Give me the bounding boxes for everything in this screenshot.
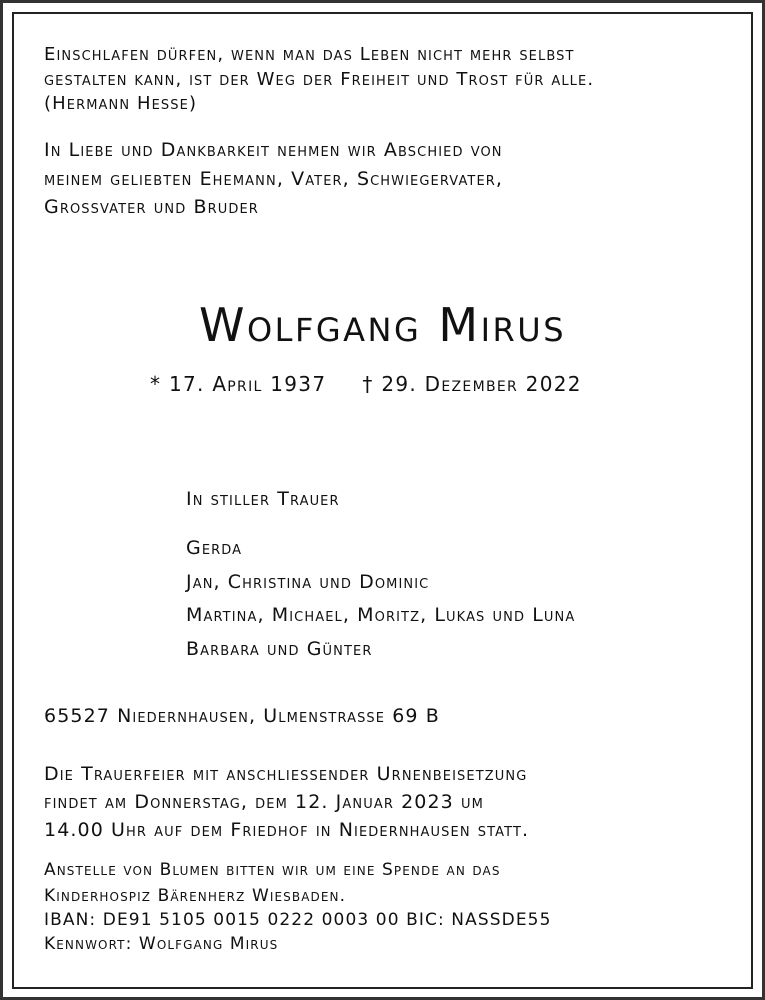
address: 65527 Niedernhausen, Ulmenstrasse 69 B [44, 705, 440, 727]
donation-line: Anstelle von Blumen bitten wir um eine Spende an das [44, 860, 501, 880]
donation-keyword: Kennwort: Wolfgang Mirus [44, 934, 279, 954]
life-dates [150, 372, 582, 396]
donation-line: Kinderhospiz Bärenherz Wiesbaden. [44, 886, 347, 906]
intro-line: Grossvater und Bruder [44, 196, 259, 218]
ceremony-line: Die Trauerfeier mit anschliessender Urnenbeisetzung [44, 763, 528, 785]
ceremony-line: findet am Donnerstag, dem 12. Januar 2023 um [44, 791, 484, 813]
mourners-heading: In stiller Trauer [186, 488, 340, 510]
mourner-line: Martina, Michael, Moritz, Lukas und Luna [186, 604, 576, 626]
bank-details: IBAN: DE91 5105 0015 0222 0003 00 BIC: NASSDE55 [44, 910, 552, 930]
quote-line: gestalten kann, ist der Weg der Freiheit und Trost für alle. [44, 69, 595, 90]
birth-date: * 17. April 1937 [150, 372, 327, 396]
quote-author: (Hermann Hesse) [44, 93, 198, 114]
quote-line: Einschlafen dürfen, wenn man das Leben nicht mehr selbst [44, 44, 575, 65]
ceremony-line: 14.00 Uhr auf dem Friedhof in Niedernhausen statt. [44, 819, 530, 841]
intro-line: meinem geliebten Ehemann, Vater, Schwiegervater, [44, 168, 504, 190]
mourner-line: Barbara und Günter [186, 638, 373, 660]
mourner-line: Jan, Christina und Dominic [186, 571, 430, 593]
death-date: † 29. Dezember 2022 [362, 372, 582, 396]
mourner-line: Gerda [186, 537, 243, 559]
deceased-name: Wolfgang Mirus [198, 298, 567, 352]
intro-line: In Liebe und Dankbarkeit nehmen wir Abschied von [44, 139, 503, 161]
